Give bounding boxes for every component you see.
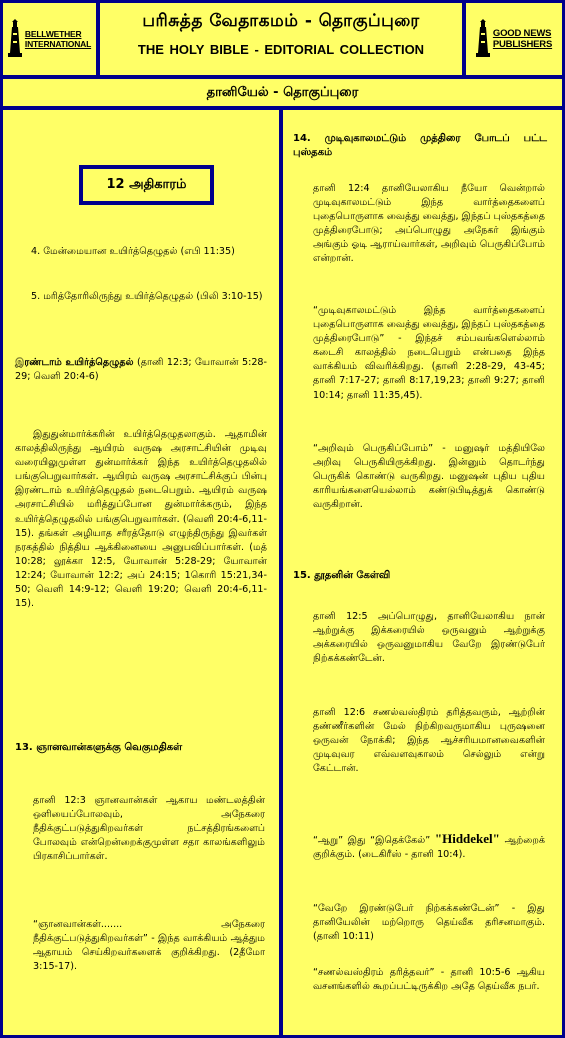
- title-tamil: பரிசுத்த வேதாகமம் - தொகுப்புரை: [142, 11, 420, 31]
- question-body-2: தானி 12:6 சணல்வஸ்திரம் தரித்தவரும், ஆற்றின் தண்ணீர்களின் மேல் நிற்கிறவருமாகிய புருஷனை ஒருவன் நோக்கி; இந்த ஆச்சரியமானவைகளின் முடிவுவர எவ்வளவுகாலம் செல்லும் என்று கேட்டான்.: [313, 707, 545, 775]
- second-resurrection-heading: இரண்டாம் உயிர்த்தெழுதல்: [15, 357, 134, 368]
- lighthouse-icon: [476, 19, 490, 59]
- question-heading: 15. தூதனின் கேள்வி: [293, 570, 391, 581]
- river-note-pre: “ஆறு” இது “இதெக்கேல்”: [313, 835, 435, 846]
- second-resurrection-intro: [15, 356, 267, 384]
- chapter-box: 12 அதிகாரம்: [79, 165, 214, 205]
- question-body-1: தானி 12:5 அப்பொழுது, தானியேலாகிய நான் ஆற்றுக்கு இக்கரையில் ஒருவனும் ஆற்றுக்கு அக்கரையில் ஒருவனுமாகிய வேறே இரண்டுபேர் நிற்கக்கண்டேன்.: [313, 611, 545, 665]
- sealed-body-3: “அறிவும் பெருகிப்போம்” - மனுஷர் மத்தியிலே அறிவு பெருகியிருக்கிறது. இன்னும் தொடர்ந்து பெருகிக் கொண்டு வருகிறது. மனுஷன் புதிய புதிய காரியங்களையெல்லாம் கண்டுபிடித்துக் கொண்டு வருகிறான்.: [313, 443, 545, 511]
- bellwether-logo-panel: [3, 3, 96, 75]
- river-note: [313, 832, 545, 862]
- sealed-heading: 14. முடிவுகாலமட்டும் முத்திரை போடப் பட்ட புஸ்தகம்: [293, 133, 547, 158]
- sealed-body-1: தானி 12:4 தானியேலாகிய நீயோ வென்றால் முடிவுகாலமட்டும் இந்த வார்த்தைகளைப் புதைபொருளாக வைத்து வைத்து, இந்தப் புஸ்தகத்தை முத்திரைபோடு; அப்பொழுது அநேகர் இங்கும் அங்கும் ஓடி ஆராய்வார்கள், அறிவும் பெருகிப்போம் என்றான்.: [313, 183, 545, 265]
- two-men-note: “வேறே இரண்டுபேர் நிற்கக்கண்டேன்” - இது தானியேலின் மற்றொரு தெய்வீக தரிசனமாகும். (தானி 10:11): [313, 903, 545, 943]
- title-english: THE HOLY BIBLE - EDITORIAL COLLECTION: [137, 42, 425, 57]
- good-news-logo-panel: [466, 3, 562, 75]
- wise-body-2: “ஞானவான்கள்....... அநேகரை நீதிக்குட்படுத்துகிறவர்கள்” - இந்த வாக்கியம் ஆத்தும ஆதாயம் செய்கிறவர்களைக் குறிக்கிறது. (2தீமோ 3:15-17).: [33, 919, 265, 973]
- list-item-5: 5. மரித்தோரிலிருந்து உயிர்த்தெழுதல் (பிலி 3:10-15): [31, 291, 263, 302]
- wise-heading: 13. ஞானவான்களுக்கு வெகுமதிகள்: [15, 742, 183, 753]
- header-title-panel: [100, 3, 462, 75]
- second-resurrection-body: இதுதுன்மார்க்கரின் உயிர்த்தெழுதலாகும். ஆதாமின் காலத்திலிருந்து ஆயிரம் வருஷ அரசாட்சியின் முடிவு வரையிலுமுள்ள துன்மார்க்கர் இந்த உயிர்த்தெழுதலில் பங்குபெறுவார்கள். ஆயிரம் வருஷ அரசாட்சிக்குப் பின்பு இரண்டாம் உயிர்த்தெழுதல் நடைபெறும். ஆயிரம் வருஷ அரசாட்சியில் மரித்துப்போன துன்மார்க்கரும், இந்த உயிர்த்தெழுதலில் பங்குபெறுவார்கள். (வெளி 20:4-6,11-15). தங்கள் அழியாத சரீரத்தோடு எழுந்திருந்து இவர்கள் நரகத்தில் நித்திய ஆக்கினையை அனுபவிப்பார்கள். (மத் 10:28; லூக்கா 12:5, யோவான் 5:28-29; யோவான் 12:24; யோவான் 12:2; அப் 24:15; 1கொரி 15:21,34-50; வெளி 14:9-12; வெளி 19:20; வெளி 20:4-6,11-15).: [15, 429, 267, 610]
- river-note-post: ஆற்றைக் குறிக்கும். (டைகிரீஸ் - தானி 10:4).: [313, 835, 545, 861]
- subtitle: தானியேல் - தொகுப்புரை: [206, 85, 359, 100]
- good-news-logo-line2: PUBLISHERS: [492, 39, 553, 50]
- bellwether-logo-line2: INTERNATIONAL: [24, 39, 92, 49]
- right-column: [283, 110, 562, 1035]
- bellwether-logo-line1: BELLWETHER: [24, 29, 82, 39]
- river-note-latin: "Hiddekel": [434, 831, 500, 846]
- wise-body-1: தானி 12:3 ஞானவான்கள் ஆகாய மண்டலத்தின் ஒளியைப்போலவும், அநேகரை நீதிக்குட்படுத்துகிறவர்கள் நட்சத்திரங்களைப் போலவும் என்றென்றைக்குமுள்ள சதா காலங்களிலும் பிரகாசிப்பார்கள்.: [33, 795, 265, 863]
- sealed-body-2: “முடிவுகாலமட்டும் இந்த வார்த்தைகளைப் புதைபொருளாக வைத்து வைத்து, இந்தப் புஸ்தகத்தை முத்திரைபோடு” - இந்தச் சம்பவங்களெல்லாம் கடைசி காலத்தில் நடைபெறும் என்பதை இந்த வாக்கியம் விவரிக்கிறது. (தானி 2:28-29, 43-45; தானி 7:17-27; தானி 8:17,19,23; தானி 9:27; தானி 10:14; தானி 11:35,45).: [313, 305, 545, 401]
- lighthouse-icon: [8, 19, 22, 59]
- list-item-4: 4. மேன்மையான உயிர்த்தெழுதல் (எபி 11:35): [31, 246, 235, 257]
- second-resurrection-refs: (தானி 12:3; யோவான் 5:28-29; வெளி 20:4-6): [15, 357, 267, 383]
- good-news-logo-line1: GOOD NEWS: [492, 28, 552, 39]
- linen-note: “சணல்வஸ்திரம் தரித்தவர்” - தானி 10:5-6 ஆகிய வசனங்களில் கூறப்பட்டிருக்கிற அதே தெய்வீக நபர்.: [313, 967, 545, 993]
- subtitle-bar: [3, 79, 562, 106]
- bellwether-logo: [8, 19, 91, 59]
- good-news-logo: [476, 19, 552, 59]
- left-column: [3, 110, 279, 1035]
